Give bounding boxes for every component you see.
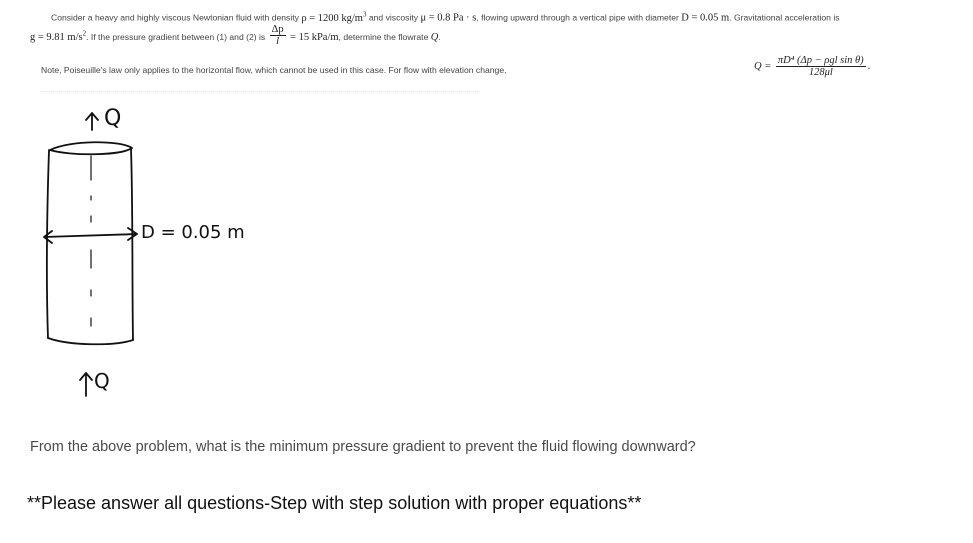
- pipe-left-wall: [47, 150, 49, 338]
- problem-line-2-flowrate-text: , determine the flowrate: [338, 31, 429, 42]
- viscosity-expression: μ = 0.8 Pa · s: [420, 12, 477, 24]
- top-flow-label: Q: [104, 106, 122, 131]
- bottom-flow-label: Q: [94, 369, 110, 393]
- gravity-expression: g = 9.81 $m/s^2$: [30, 29, 87, 43]
- bottom-arrow-icon: [80, 373, 92, 396]
- formula-fraction: [776, 55, 866, 78]
- pipe-bottom-ellipse: [48, 338, 133, 344]
- flowrate-variable: Q: [430, 31, 439, 43]
- gradient-value: = 15 kPa/m: [290, 31, 339, 43]
- problem-line-2-gradient-text: . If the pressure gradient between (1) and (2) is: [86, 31, 266, 42]
- problem-line-1: [51, 10, 840, 24]
- top-arrow-icon: [86, 113, 98, 130]
- formula-lhs: Q =: [754, 61, 772, 72]
- note-text: Note, Poiseuille's law only applies to the horizontal flow, which cannot be used in this case. For flow with elevation change,: [41, 65, 507, 75]
- problem-line-2-end: .: [438, 31, 441, 42]
- gradient-numerator: Δp: [271, 24, 284, 35]
- problem-line-1-viscosity-label: and viscosity: [368, 12, 419, 23]
- flowrate-formula: [754, 55, 870, 78]
- density-expression: ρ = 1200 $kg/m^3$: [301, 10, 367, 24]
- gradient-denominator: l: [276, 36, 280, 47]
- problem-line-1-gravity-text: . Gravitational acceleration is: [729, 12, 840, 23]
- diameter-expression: D = 0.05 m: [681, 12, 730, 24]
- pipe-top-ellipse: [50, 142, 132, 154]
- request-text: **Please answer all questions-Step with step solution with proper equations**: [27, 493, 642, 513]
- formula-end: .: [867, 61, 871, 72]
- formula-denominator: 128μl: [808, 67, 833, 78]
- formula-numerator: πD⁴ (Δp − ρgl sin θ): [777, 55, 864, 66]
- problem-line-1-intro: Consider a heavy and highly viscous Newtonian fluid with density: [51, 12, 299, 23]
- question-text: From the above problem, what is the minimum pressure gradient to prevent the fluid flowing downward?: [30, 439, 696, 455]
- pressure-gradient-fraction: [270, 24, 286, 47]
- pipe-sketch: [30, 100, 270, 410]
- pipe-right-wall: [131, 149, 133, 340]
- problem-line-2: [30, 24, 441, 47]
- diameter-arrow: [44, 228, 137, 243]
- section-divider: [40, 91, 480, 92]
- problem-line-1-pipe-text: , flowing upward through a vertical pipe with diameter: [476, 12, 679, 23]
- diameter-label: D = 0.05 m: [141, 222, 245, 243]
